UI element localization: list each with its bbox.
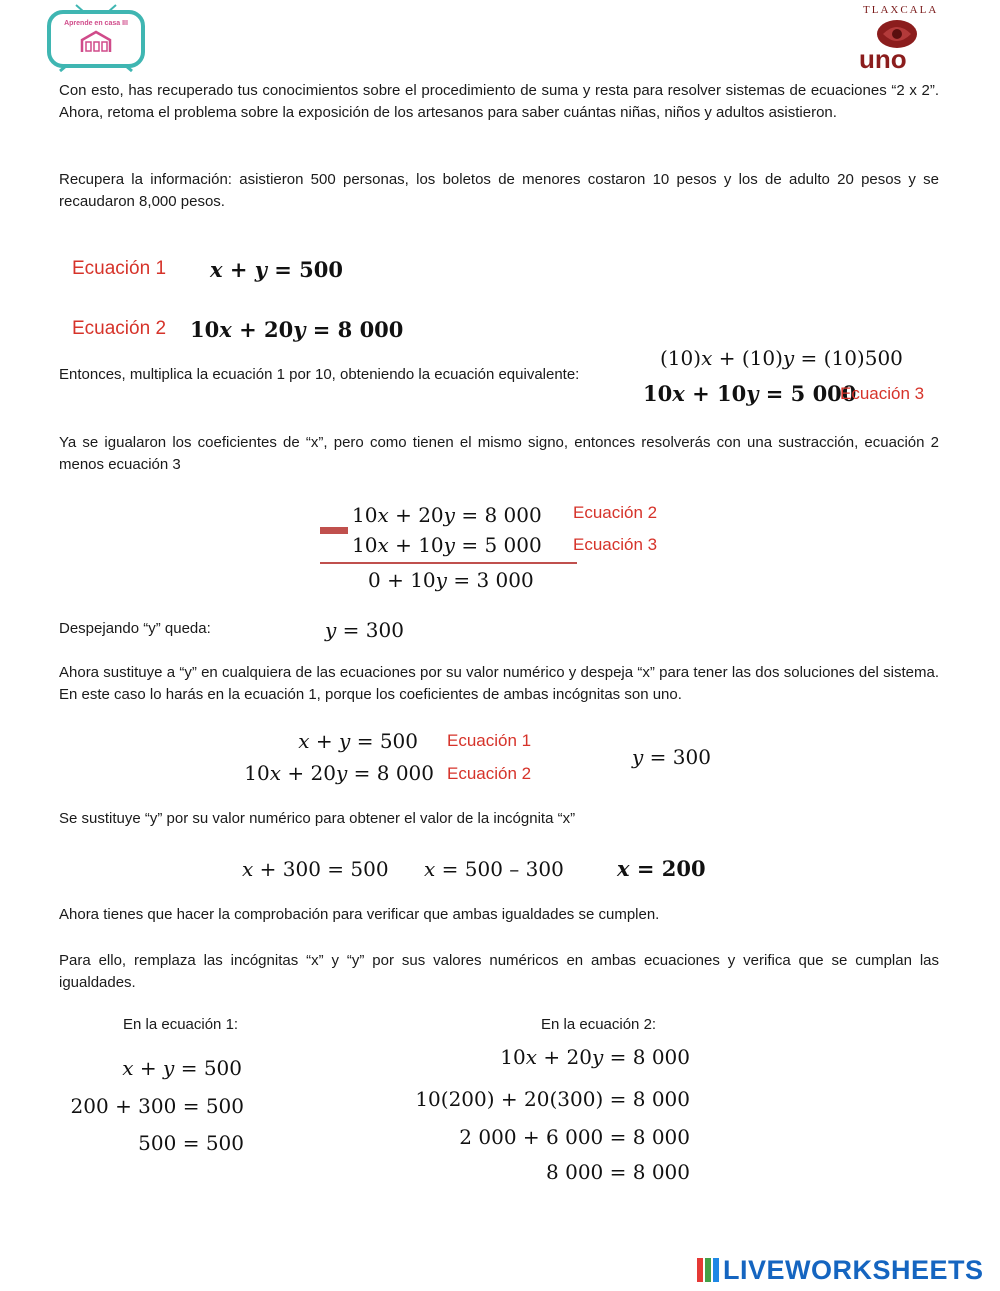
intro-paragraph-1: Con esto, has recuperado tus conocimientos sobre el procedimiento de suma y resta para resolver sistemas de ecuaciones “2 x 2”. Ahora, retoma el problema sobre la exposición de los artesanos para saber cuántas niñas, niños y adultos asistieron. — [59, 82, 939, 121]
tlaxcala-text: TLAXCALA — [863, 4, 939, 16]
verify-eq2-title: En la ecuación 2: — [541, 1016, 657, 1033]
subtraction-result: 0 + 10y = 3 000 — [368, 568, 534, 592]
verify-eq1-line-1: x + y = 500 — [122, 1056, 242, 1080]
multiply-line: (10)x + (10)y = (10)500 — [660, 346, 903, 370]
x-step-1: x + 300 = 500 — [242, 857, 389, 881]
multiply-text: Entonces, multiplica la ecuación 1 por 10, obteniendo la ecuación equivalente: — [59, 366, 580, 383]
subtraction-row-1-label: Ecuación 2 — [573, 503, 658, 522]
liveworksheets-logo — [697, 1255, 997, 1285]
subtraction-text: Ya se igualaron los coeficientes de “x”, pero como tienen el mismo signo, entonces resolverás con una sustracción, ecuación 2 menos ecuación 3 — [59, 434, 939, 473]
verify-eq2-line-3: 2 000 + 6 000 = 8 000 — [459, 1125, 690, 1149]
sub-eq2-label: Ecuación 2 — [447, 764, 532, 783]
liveworksheets-text: LIVEWORKSHEETS — [723, 1255, 984, 1285]
subtraction-row-1: 10x + 20y = 8 000 — [352, 503, 542, 527]
sub-eq1-label: Ecuación 1 — [447, 731, 532, 750]
solve-y-text: Despejando “y” queda: — [59, 620, 211, 637]
x-result: x = 200 — [617, 856, 706, 881]
uno-text: uno — [859, 44, 907, 74]
verify-eq1-title: En la ecuación 1: — [123, 1016, 239, 1033]
substitute-text-2: Se sustituye “y” por su valor numérico para obtener el valor de la incógnita “x” — [59, 810, 576, 827]
substitute-text: Ahora sustituye a “y” en cualquiera de las ecuaciones por su valor numérico y despeja “x” para tener las dos soluciones del sistema. En este caso lo harás en la ecuación 1, porque los coeficientes de ambas incógnitas son uno. — [59, 664, 939, 703]
sub-eq1: x + y = 500 — [298, 729, 418, 753]
eq3-label: Ecuación 3 — [840, 384, 925, 403]
sub-y-value: y = 300 — [632, 745, 711, 769]
verify-eq2-line-4: 8 000 = 8 000 — [546, 1160, 690, 1184]
subtraction-row-2-label: Ecuación 3 — [573, 535, 658, 554]
aprende-en-casa-logo — [46, 4, 146, 72]
y-value: y = 300 — [325, 618, 404, 642]
eq1-label: Ecuación 1 — [72, 258, 167, 279]
eq3: 10x + 10y = 5 000 — [643, 381, 857, 406]
eq2-label: Ecuación 2 — [72, 318, 167, 339]
x-step-2: x = 500 – 300 — [424, 857, 564, 881]
tv-icon — [46, 4, 146, 72]
verification-text-2: Para ello, remplaza las incógnitas “x” y “y” por sus valores numéricos en ambas ecuaciones y verifica que se cumplan las igualdades. — [59, 952, 939, 991]
subtraction-row-2: 10x + 10y = 5 000 — [352, 533, 542, 557]
eq2: 10x + 20y = 8 000 — [190, 317, 404, 342]
aprende-en-casa-text: Aprende en casa III — [64, 20, 128, 27]
verify-eq1-line-2: 200 + 300 = 500 — [70, 1094, 244, 1118]
intro-paragraph-2: Recupera la información: asistieron 500 personas, los boletos de menores costaron 10 pesos y los de adulto 20 pesos y se recaudaron 8,000 pesos. — [59, 171, 939, 210]
liveworksheets-icon — [697, 1258, 721, 1282]
verify-eq1-line-3: 500 = 500 — [138, 1131, 244, 1155]
eq1: x + y = 500 — [210, 257, 344, 282]
subtraction-line — [320, 562, 577, 564]
minus-sign — [320, 527, 348, 534]
verify-eq2-line-2: 10(200) + 20(300) = 8 000 — [415, 1087, 690, 1111]
tlaxcala-uno-logo — [855, 4, 940, 74]
verification-text-1: Ahora tienes que hacer la comprobación para verificar que ambas igualdades se cumplen. — [59, 906, 660, 923]
sub-eq2: 10x + 20y = 8 000 — [244, 761, 434, 785]
verify-eq2-line-1: 10x + 20y = 8 000 — [500, 1045, 690, 1069]
